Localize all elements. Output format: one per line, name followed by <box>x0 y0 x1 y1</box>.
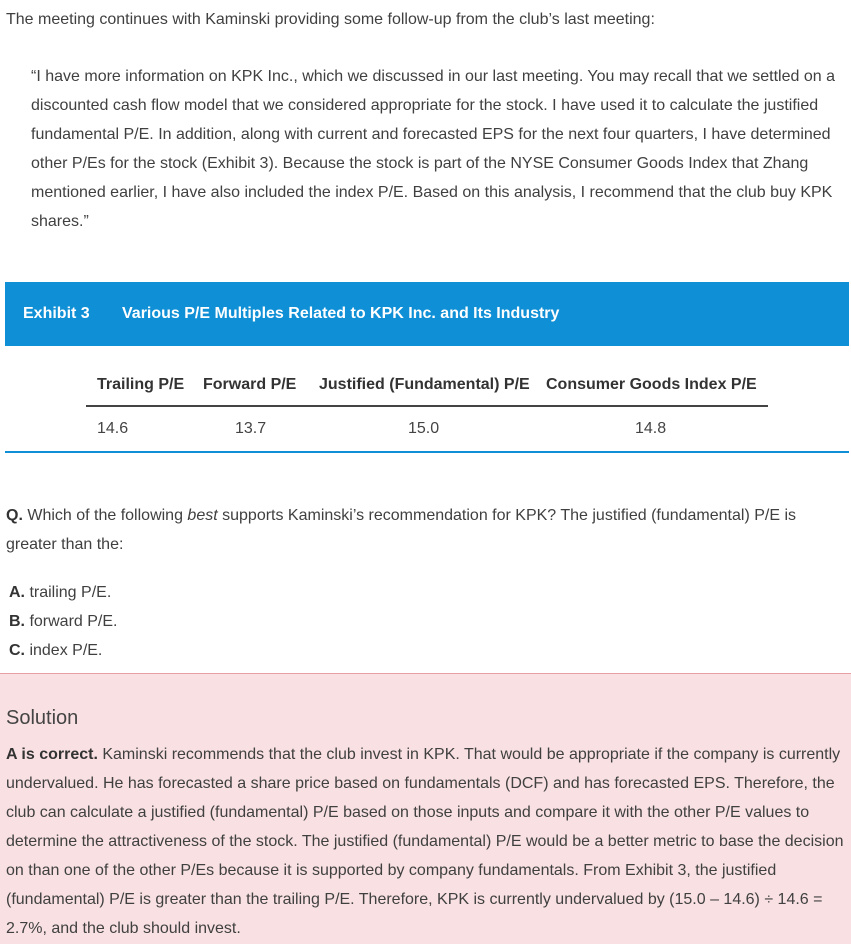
header-index-pe: Consumer Goods Index P/E <box>546 375 757 393</box>
exhibit-header <box>5 282 849 346</box>
answer-options <box>9 578 117 665</box>
cell-trailing-pe: 14.6 <box>97 420 129 437</box>
header-trailing-pe: Trailing P/E <box>97 375 185 393</box>
option-text: index P/E. <box>25 642 103 659</box>
option-c[interactable] <box>9 636 117 665</box>
question-part-2: supports Kaminski’s recommendation for KPK? The justified (fundamental) P/E is greater than the: <box>6 507 797 553</box>
table-row <box>86 407 768 451</box>
exhibit-number: Exhibit 3 <box>23 305 90 322</box>
solution-text <box>6 740 846 943</box>
intro-paragraph: The meeting continues with Kaminski providing some follow-up from the club’s last meeting: <box>6 11 655 28</box>
cell-justified-pe: 15.0 <box>408 420 440 437</box>
table-header-row <box>86 364 768 407</box>
option-b[interactable] <box>9 607 117 636</box>
option-letter: B. <box>9 613 25 630</box>
question-prefix: Q. <box>6 507 23 524</box>
option-letter: C. <box>9 642 25 659</box>
exhibit-title: Various P/E Multiples Related to KPK Inc. and Its Industry <box>122 305 560 322</box>
pe-table <box>86 364 768 451</box>
header-forward-pe: Forward P/E <box>203 375 297 393</box>
solution-panel <box>0 673 851 944</box>
solution-lead: A is correct. <box>6 746 98 763</box>
solution-title: Solution <box>6 707 79 729</box>
kaminski-quote: “I have more information on KPK Inc., which we discussed in our last meeting. You may recall that we settled on a discounted cash flow model that we considered appropriate for the stock. I have used it to calculate the justified fundamental P/E. In addition, along with current and forecasted EPS for the next four quarters, I have determined other P/Es for the stock (Exhibit 3). Because the stock is part of the NYSE Consumer Goods Index that Zhang mentioned earlier, I have also included the index P/E. Based on this analysis, I recommend that the club buy KPK shares.” <box>31 68 835 230</box>
cell-index-pe: 14.8 <box>635 420 667 437</box>
header-justified-pe: Justified (Fundamental) P/E <box>319 375 530 393</box>
cell-forward-pe: 13.7 <box>235 420 267 437</box>
solution-body: Kaminski recommends that the club invest in KPK. That would be appropriate if the company is currently undervalued. He has forecasted a share price based on fundamentals (DCF) and has forecasted EPS. Therefore, the club can calculate a justified (fundamental) P/E based on those inputs and compare it with the other P/E values to determine the attractiveness of the stock. The justified (fundamental) P/E would be a better metric to base the decision on than one of the other P/Es because it is supported by company fundamentals. From Exhibit 3, the justified (fundamental) P/E is greater than the trailing P/E. Therefore, KPK is currently undervalued by (15.0 – 14.6) ÷ 14.6 = 2.7%, and the club should invest. <box>6 746 844 937</box>
exhibit-bottom-rule <box>5 451 849 453</box>
option-letter: A. <box>9 584 25 601</box>
option-text: forward P/E. <box>25 613 118 630</box>
question-part-1: Which of the following <box>22 507 188 524</box>
option-text: trailing P/E. <box>25 584 112 601</box>
question-emphasis: best <box>187 507 218 524</box>
option-a[interactable] <box>9 578 117 607</box>
question-text <box>6 501 846 559</box>
